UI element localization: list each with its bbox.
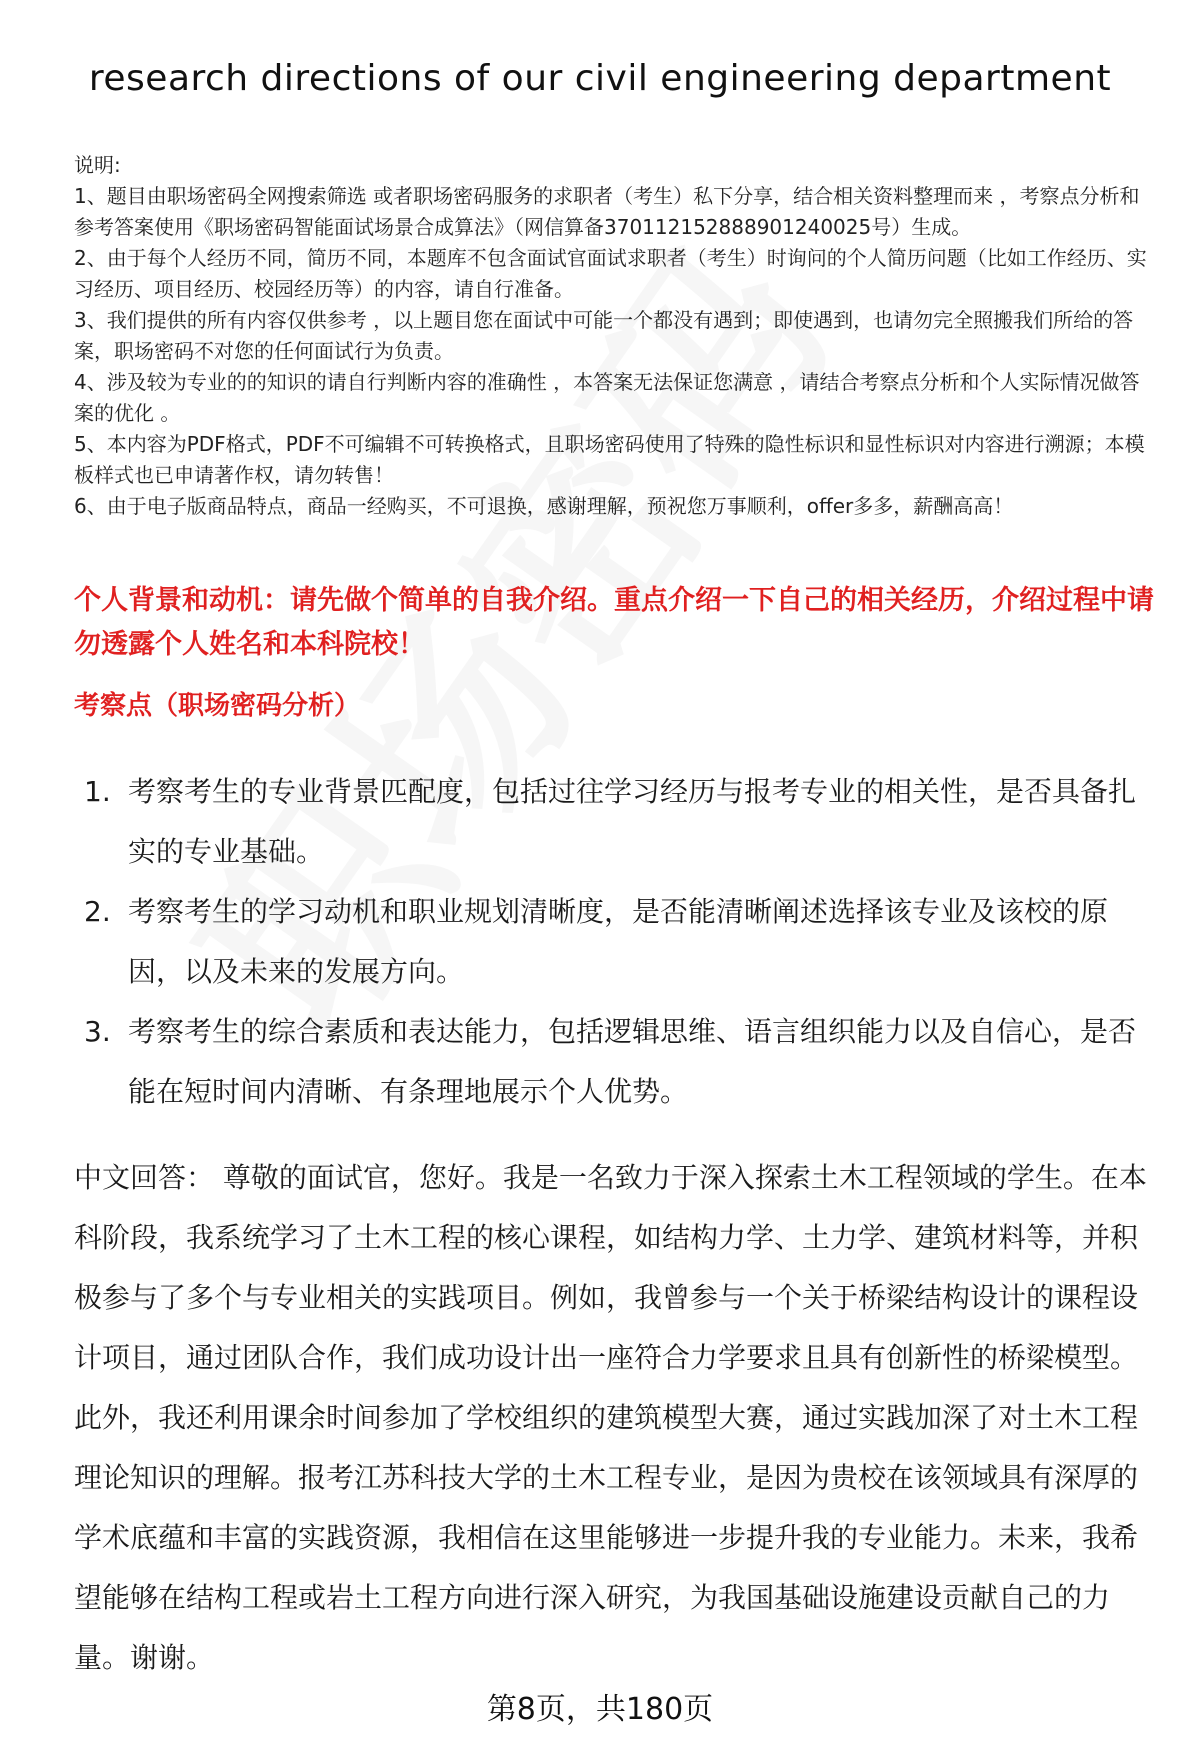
notes-item: 2、由于每个人经历不同，简历不同，本题库不包含面试官面试求职者（考生）时询问的个人简历问题（比如工作经历、实习经历、项目经历、校园经历等）的内容，请自行准备。 bbox=[74, 246, 1147, 301]
list-number: 2. bbox=[84, 895, 111, 928]
notes-item: 4、涉及较为专业的的知识的请自行判断内容的准确性 ，本答案无法保证您满意 ，请结合考察点分析和个人实际情况做答案的优化 。 bbox=[74, 370, 1140, 425]
list-number: 1. bbox=[84, 775, 111, 808]
notes-heading: 说明: bbox=[74, 153, 121, 177]
interview-question: 个人背景和动机：请先做个简单的自我介绍。重点介绍一下自己的相关经历，介绍过程中请勿透露个人姓名和本科院校！ bbox=[74, 585, 1154, 660]
notes-section bbox=[74, 150, 1154, 522]
notes-item: 5、本内容为PDF格式，PDF不可编辑不可转换格式，且职场密码使用了特殊的隐性标识和显性标识对内容进行溯源；本模板样式也已申请著作权，请勿转售！ bbox=[74, 432, 1145, 487]
list-item bbox=[74, 762, 1154, 882]
list-item bbox=[74, 1002, 1154, 1122]
answer-text: 中文回答： 尊敬的面试官，您好。我是一名致力于深入探索土木工程领域的学生。在本科阶段，我系统学习了土木工程的核心课程，如结构力学、土力学、建筑材料等，并积极参与了多个与专业相关的实践项目。例如，我曾参与一个关于桥梁结构设计的课程设计项目，通过团队合作，我们成功设计出一座符合力学要求且具有创新性的桥梁模型。此外，我还利用课余时间参加了学校组织的建筑模型大赛，通过实践加深了对土木工程理论知识的理解。报考江苏科技大学的土木工程专业，是因为贵校在该领域具有深厚的学术底蕴和丰富的实践资源，我相信在这里能够进一步提升我的专业能力。未来，我希望能够在结构工程或岩土工程方向进行深入研究，为我国基础设施建设贡献自己的力量。谢谢。 bbox=[74, 1161, 1147, 1674]
page-title: research directions of our civil engineering department bbox=[88, 58, 1112, 99]
points-list bbox=[74, 762, 1154, 1122]
list-item bbox=[74, 882, 1154, 1002]
list-text: 考察考生的专业背景匹配度，包括过往学习经历与报考专业的相关性，是否具备扎实的专业基础。 bbox=[128, 775, 1137, 868]
notes-item: 6、由于电子版商品特点，商品一经购买，不可退换，感谢理解，预祝您万事顺利，offer多多，薪酬高高！ bbox=[74, 494, 1014, 518]
points-heading: 考察点（职场密码分析） bbox=[74, 691, 361, 721]
list-number: 3. bbox=[84, 1015, 111, 1048]
list-text: 考察考生的综合素质和表达能力，包括逻辑思维、语言组织能力以及自信心，是否能在短时间内清晰、有条理地展示个人优势。 bbox=[128, 1015, 1137, 1108]
notes-item: 3、我们提供的所有内容仅供参考 ，以上题目您在面试中可能一个都没有遇到；即使遇到，也请勿完全照搬我们所给的答案，职场密码不对您的任何面试行为负责。 bbox=[74, 308, 1134, 363]
list-text: 考察考生的学习动机和职业规划清晰度，是否能清晰阐述选择该专业及该校的原因，以及未来的发展方向。 bbox=[128, 895, 1109, 988]
notes-item: 1、题目由职场密码全网搜索筛选 或者职场密码服务的求职者（考生）私下分享，结合相关资料整理而来 ，考察点分析和参考答案使用《职场密码智能面试场景合成算法》（网信算备370112152888901240025号）生成。 bbox=[74, 184, 1140, 239]
page-footer: 第8页，共180页 bbox=[486, 1692, 714, 1727]
